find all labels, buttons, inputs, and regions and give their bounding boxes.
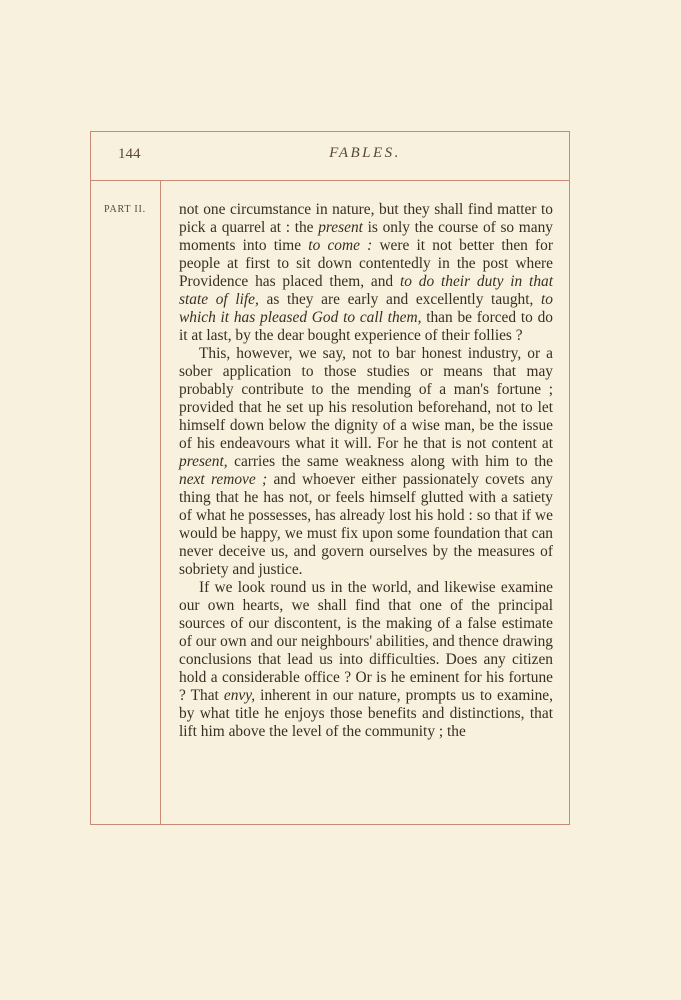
text-run: is only the course of so many moments into time — [179, 219, 553, 254]
paragraph-3 — [179, 579, 553, 741]
text-run: carries the same weakness along with him to the — [227, 453, 553, 470]
margin-rule — [160, 180, 161, 825]
side-note-part: PART II. — [104, 204, 146, 215]
text-run: than be forced to do it at last, by the dear bought experience of their follies ? — [179, 309, 553, 344]
text-run: inherent in our nature, prompts us to examine, by what title he enjoys those benefits and distinctions, that lift him above the level of the community ; the — [179, 687, 553, 740]
running-head: FABLES. — [329, 145, 401, 161]
text-run: This, however, we say, not to bar honest industry, or a sober application to those studies or means that may probably contribute to the mending of a man's fortune ; provided that he set up his resolution beforehand, not to let himself down below the dignity of a wise man, be the issue of his endeavours what it will. For he that is not content at — [179, 345, 553, 452]
paragraph-2 — [179, 345, 553, 579]
text-run: and whoever either passionately covets any thing that he has not, or feels himself glutted with a satiety of what he possesses, has already lost his hold : so that if we would be happy, we must fix upon some foundation that can never deceive us, and govern ourselves by the measures of sobriety and justice. — [179, 471, 553, 578]
text-run: were it not better then for people at first to sit down contentedly in the post where Providence has placed them, and — [179, 237, 553, 290]
italic-phrase: present, — [179, 453, 228, 470]
italic-phrase: present — [318, 219, 363, 236]
italic-phrase: envy, — [223, 687, 256, 704]
text-run: as they are early and excellently taught, — [258, 291, 542, 308]
body-text — [179, 201, 553, 741]
paragraph-1 — [179, 201, 553, 345]
text-run: not one circumstance in nature, but they shall find matter to pick a quarrel at : the — [179, 201, 553, 236]
italic-phrase: next remove ; — [179, 471, 268, 488]
page-number: 144 — [118, 146, 141, 162]
text-run: If we look round us in the world, and likewise examine our own hearts, we shall find that one of the principal sources of our discontent, is the making of a false estimate of our own and our neighbours' abilities, and thence drawing conclusions that lead us into difficulties. Does any citizen hold a considerable office ? Or is he eminent for his fortune ? That — [179, 579, 553, 704]
italic-phrase: to do their duty in that state of life, — [179, 273, 553, 308]
italic-phrase: to which it has pleased God to call them, — [179, 291, 553, 326]
italic-phrase: to come : — [308, 237, 373, 254]
header-rule — [90, 180, 570, 181]
